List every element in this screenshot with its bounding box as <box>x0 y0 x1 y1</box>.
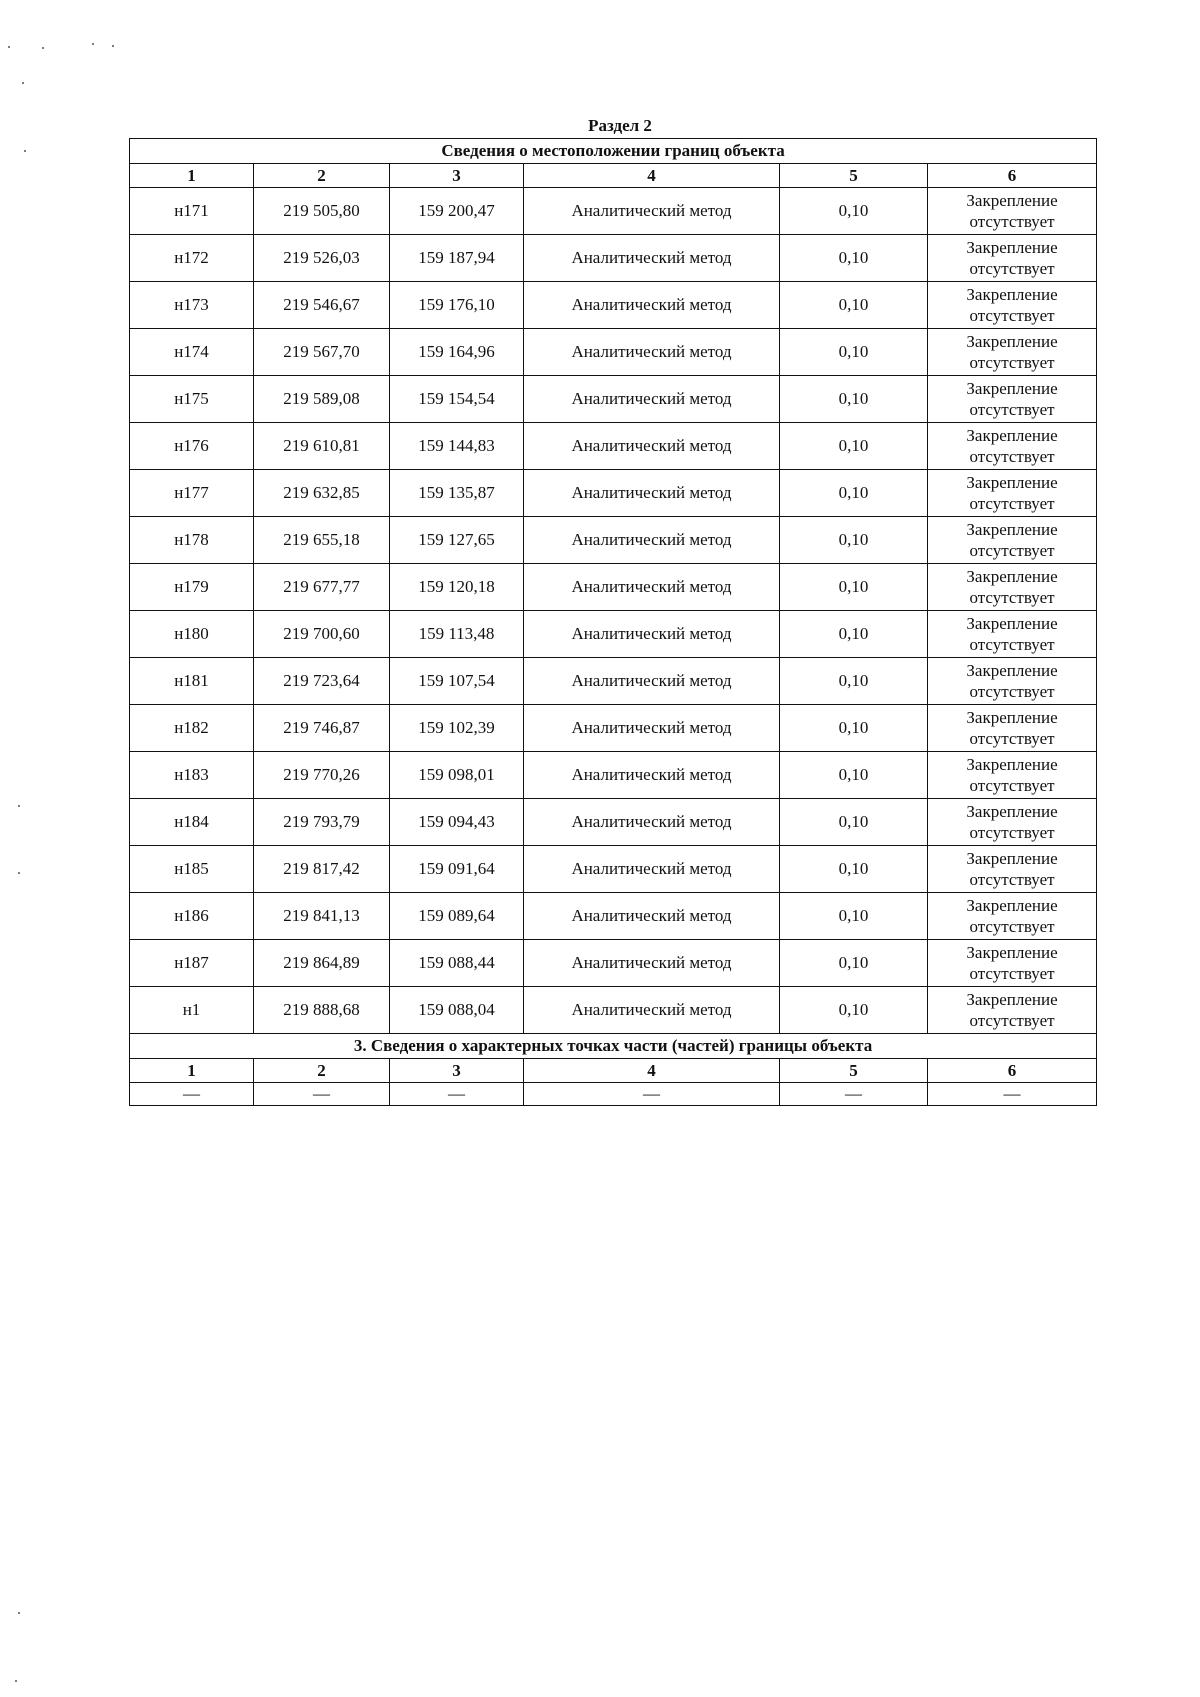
y-coordinate-cell: 159 113,48 <box>390 611 524 658</box>
fixation-line1: Закрепление <box>966 802 1058 821</box>
fixation-line2: отсутствует <box>969 635 1055 654</box>
table-row <box>130 846 1097 893</box>
fixation-cell <box>928 893 1097 940</box>
accuracy-cell: 0,10 <box>780 893 928 940</box>
x-coordinate-cell: 219 655,18 <box>254 517 390 564</box>
table-row <box>130 423 1097 470</box>
method-cell: Аналитический метод <box>524 235 780 282</box>
accuracy-cell: 0,10 <box>780 705 928 752</box>
y-coordinate-cell: 159 088,04 <box>390 987 524 1034</box>
fixation-line1: Закрепление <box>966 285 1058 304</box>
x-coordinate-cell: 219 526,03 <box>254 235 390 282</box>
x-coordinate-cell: 219 610,81 <box>254 423 390 470</box>
fixation-cell <box>928 987 1097 1034</box>
fixation-line1: Закрепление <box>966 238 1058 257</box>
table-row <box>130 705 1097 752</box>
point-number-cell: н179 <box>130 564 254 611</box>
fixation-line2: отсутствует <box>969 259 1055 278</box>
y-coordinate-cell: 159 127,65 <box>390 517 524 564</box>
table-row <box>130 658 1097 705</box>
point-number-cell: н180 <box>130 611 254 658</box>
method-cell: Аналитический метод <box>524 423 780 470</box>
accuracy-cell: 0,10 <box>780 940 928 987</box>
column-header: 1 <box>130 164 254 188</box>
table-row <box>130 470 1097 517</box>
table-row <box>130 611 1097 658</box>
point-number-cell: н177 <box>130 470 254 517</box>
column-header: 3 <box>390 1059 524 1083</box>
x-coordinate-cell: 219 632,85 <box>254 470 390 517</box>
x-coordinate-cell: 219 567,70 <box>254 329 390 376</box>
point-number-cell: н184 <box>130 799 254 846</box>
fixation-line1: Закрепление <box>966 614 1058 633</box>
fixation-cell <box>928 611 1097 658</box>
point-number-cell: н175 <box>130 376 254 423</box>
section-heading: Раздел 2 <box>588 116 652 135</box>
method-cell: Аналитический метод <box>524 893 780 940</box>
x-coordinate-cell: 219 888,68 <box>254 987 390 1034</box>
fixation-line1: Закрепление <box>966 379 1058 398</box>
table-row <box>130 188 1097 235</box>
x-coordinate-cell: 219 864,89 <box>254 940 390 987</box>
y-coordinate-cell: 159 107,54 <box>390 658 524 705</box>
y-coordinate-cell: 159 200,47 <box>390 188 524 235</box>
fixation-line2: отсутствует <box>969 682 1055 701</box>
fixation-cell <box>928 846 1097 893</box>
x-coordinate-cell: 219 770,26 <box>254 752 390 799</box>
column-header: 1 <box>130 1059 254 1083</box>
column-header: 5 <box>780 164 928 188</box>
method-cell: Аналитический метод <box>524 564 780 611</box>
fixation-line2: отсутствует <box>969 1011 1055 1030</box>
x-coordinate-cell: 219 505,80 <box>254 188 390 235</box>
fixation-line1: Закрепление <box>966 567 1058 586</box>
method-cell: Аналитический метод <box>524 517 780 564</box>
accuracy-cell: 0,10 <box>780 846 928 893</box>
y-coordinate-cell: 159 089,64 <box>390 893 524 940</box>
fixation-line2: отсутствует <box>969 494 1055 513</box>
fixation-line2: отсутствует <box>969 964 1055 983</box>
fixation-line2: отсутствует <box>969 823 1055 842</box>
empty-cell: — <box>130 1083 254 1106</box>
accuracy-cell: 0,10 <box>780 611 928 658</box>
point-number-cell: н173 <box>130 282 254 329</box>
method-cell: Аналитический метод <box>524 376 780 423</box>
x-coordinate-cell: 219 746,87 <box>254 705 390 752</box>
method-cell: Аналитический метод <box>524 282 780 329</box>
fixation-line1: Закрепление <box>966 191 1058 210</box>
fixation-line2: отсутствует <box>969 306 1055 325</box>
table1-title-row <box>130 139 1097 164</box>
point-number-cell: н185 <box>130 846 254 893</box>
accuracy-cell: 0,10 <box>780 188 928 235</box>
table-row <box>130 940 1097 987</box>
fixation-line2: отсутствует <box>969 870 1055 889</box>
point-number-cell: н172 <box>130 235 254 282</box>
y-coordinate-cell: 159 176,10 <box>390 282 524 329</box>
y-coordinate-cell: 159 164,96 <box>390 329 524 376</box>
table-row <box>130 376 1097 423</box>
empty-cell: — <box>524 1083 780 1106</box>
x-coordinate-cell: 219 817,42 <box>254 846 390 893</box>
fixation-line1: Закрепление <box>966 520 1058 539</box>
fixation-cell <box>928 376 1097 423</box>
empty-cell: — <box>390 1083 524 1106</box>
table2-header-row <box>130 1059 1097 1083</box>
table1-title: Сведения о местоположении границ объекта <box>130 139 1097 164</box>
table-row <box>130 752 1097 799</box>
fixation-cell <box>928 705 1097 752</box>
fixation-cell <box>928 188 1097 235</box>
table-row <box>130 329 1097 376</box>
table2-title-row <box>130 1034 1097 1059</box>
fixation-line2: отсутствует <box>969 212 1055 231</box>
method-cell: Аналитический метод <box>524 799 780 846</box>
fixation-cell <box>928 658 1097 705</box>
method-cell: Аналитический метод <box>524 329 780 376</box>
point-number-cell: н181 <box>130 658 254 705</box>
accuracy-cell: 0,10 <box>780 470 928 517</box>
fixation-cell <box>928 799 1097 846</box>
column-header: 3 <box>390 164 524 188</box>
table-row <box>130 282 1097 329</box>
fixation-line2: отсутствует <box>969 400 1055 419</box>
accuracy-cell: 0,10 <box>780 329 928 376</box>
y-coordinate-cell: 159 098,01 <box>390 752 524 799</box>
x-coordinate-cell: 219 546,67 <box>254 282 390 329</box>
column-header: 2 <box>254 164 390 188</box>
fixation-line2: отсутствует <box>969 447 1055 466</box>
fixation-cell <box>928 329 1097 376</box>
y-coordinate-cell: 159 091,64 <box>390 846 524 893</box>
point-number-cell: н187 <box>130 940 254 987</box>
table-row <box>130 235 1097 282</box>
y-coordinate-cell: 159 102,39 <box>390 705 524 752</box>
fixation-line1: Закрепление <box>966 661 1058 680</box>
point-number-cell: н171 <box>130 188 254 235</box>
column-header: 5 <box>780 1059 928 1083</box>
empty-cell: — <box>780 1083 928 1106</box>
fixation-line1: Закрепление <box>966 473 1058 492</box>
accuracy-cell: 0,10 <box>780 517 928 564</box>
x-coordinate-cell: 219 700,60 <box>254 611 390 658</box>
boundary-coordinates-table <box>129 138 1097 1106</box>
fixation-line1: Закрепление <box>966 943 1058 962</box>
accuracy-cell: 0,10 <box>780 799 928 846</box>
method-cell: Аналитический метод <box>524 987 780 1034</box>
fixation-line1: Закрепление <box>966 708 1058 727</box>
table-row <box>130 799 1097 846</box>
column-header: 4 <box>524 164 780 188</box>
fixation-cell <box>928 470 1097 517</box>
y-coordinate-cell: 159 154,54 <box>390 376 524 423</box>
accuracy-cell: 0,10 <box>780 282 928 329</box>
x-coordinate-cell: 219 589,08 <box>254 376 390 423</box>
column-header: 4 <box>524 1059 780 1083</box>
y-coordinate-cell: 159 088,44 <box>390 940 524 987</box>
point-number-cell: н178 <box>130 517 254 564</box>
table1-header-row <box>130 164 1097 188</box>
table2-empty-row <box>130 1083 1097 1106</box>
column-header: 6 <box>928 164 1097 188</box>
point-number-cell: н182 <box>130 705 254 752</box>
point-number-cell: н1 <box>130 987 254 1034</box>
y-coordinate-cell: 159 094,43 <box>390 799 524 846</box>
y-coordinate-cell: 159 120,18 <box>390 564 524 611</box>
accuracy-cell: 0,10 <box>780 235 928 282</box>
point-number-cell: н174 <box>130 329 254 376</box>
fixation-cell <box>928 423 1097 470</box>
fixation-line1: Закрепление <box>966 990 1058 1009</box>
fixation-cell <box>928 564 1097 611</box>
fixation-cell <box>928 517 1097 564</box>
x-coordinate-cell: 219 841,13 <box>254 893 390 940</box>
x-coordinate-cell: 219 723,64 <box>254 658 390 705</box>
fixation-cell <box>928 752 1097 799</box>
table-row <box>130 893 1097 940</box>
method-cell: Аналитический метод <box>524 705 780 752</box>
table-row <box>130 987 1097 1034</box>
accuracy-cell: 0,10 <box>780 658 928 705</box>
method-cell: Аналитический метод <box>524 658 780 705</box>
method-cell: Аналитический метод <box>524 611 780 658</box>
fixation-line2: отсутствует <box>969 729 1055 748</box>
point-number-cell: н176 <box>130 423 254 470</box>
point-number-cell: н183 <box>130 752 254 799</box>
fixation-line2: отсутствует <box>969 588 1055 607</box>
accuracy-cell: 0,10 <box>780 987 928 1034</box>
fixation-line2: отсутствует <box>969 776 1055 795</box>
empty-cell: — <box>928 1083 1097 1106</box>
table2-title: 3. Сведения о характерных точках части (частей) границы объекта <box>130 1034 1097 1059</box>
table-row <box>130 517 1097 564</box>
accuracy-cell: 0,10 <box>780 564 928 611</box>
empty-cell: — <box>254 1083 390 1106</box>
x-coordinate-cell: 219 677,77 <box>254 564 390 611</box>
accuracy-cell: 0,10 <box>780 423 928 470</box>
accuracy-cell: 0,10 <box>780 752 928 799</box>
fixation-line2: отсутствует <box>969 917 1055 936</box>
column-header: 6 <box>928 1059 1097 1083</box>
fixation-cell <box>928 940 1097 987</box>
fixation-cell <box>928 282 1097 329</box>
method-cell: Аналитический метод <box>524 470 780 517</box>
y-coordinate-cell: 159 144,83 <box>390 423 524 470</box>
method-cell: Аналитический метод <box>524 846 780 893</box>
method-cell: Аналитический метод <box>524 752 780 799</box>
y-coordinate-cell: 159 187,94 <box>390 235 524 282</box>
fixation-line2: отсутствует <box>969 541 1055 560</box>
accuracy-cell: 0,10 <box>780 376 928 423</box>
fixation-cell <box>928 235 1097 282</box>
fixation-line1: Закрепление <box>966 426 1058 445</box>
fixation-line1: Закрепление <box>966 332 1058 351</box>
column-header: 2 <box>254 1059 390 1083</box>
point-number-cell: н186 <box>130 893 254 940</box>
x-coordinate-cell: 219 793,79 <box>254 799 390 846</box>
y-coordinate-cell: 159 135,87 <box>390 470 524 517</box>
method-cell: Аналитический метод <box>524 188 780 235</box>
table-row <box>130 564 1097 611</box>
method-cell: Аналитический метод <box>524 940 780 987</box>
fixation-line1: Закрепление <box>966 849 1058 868</box>
fixation-line1: Закрепление <box>966 755 1058 774</box>
fixation-line2: отсутствует <box>969 353 1055 372</box>
fixation-line1: Закрепление <box>966 896 1058 915</box>
